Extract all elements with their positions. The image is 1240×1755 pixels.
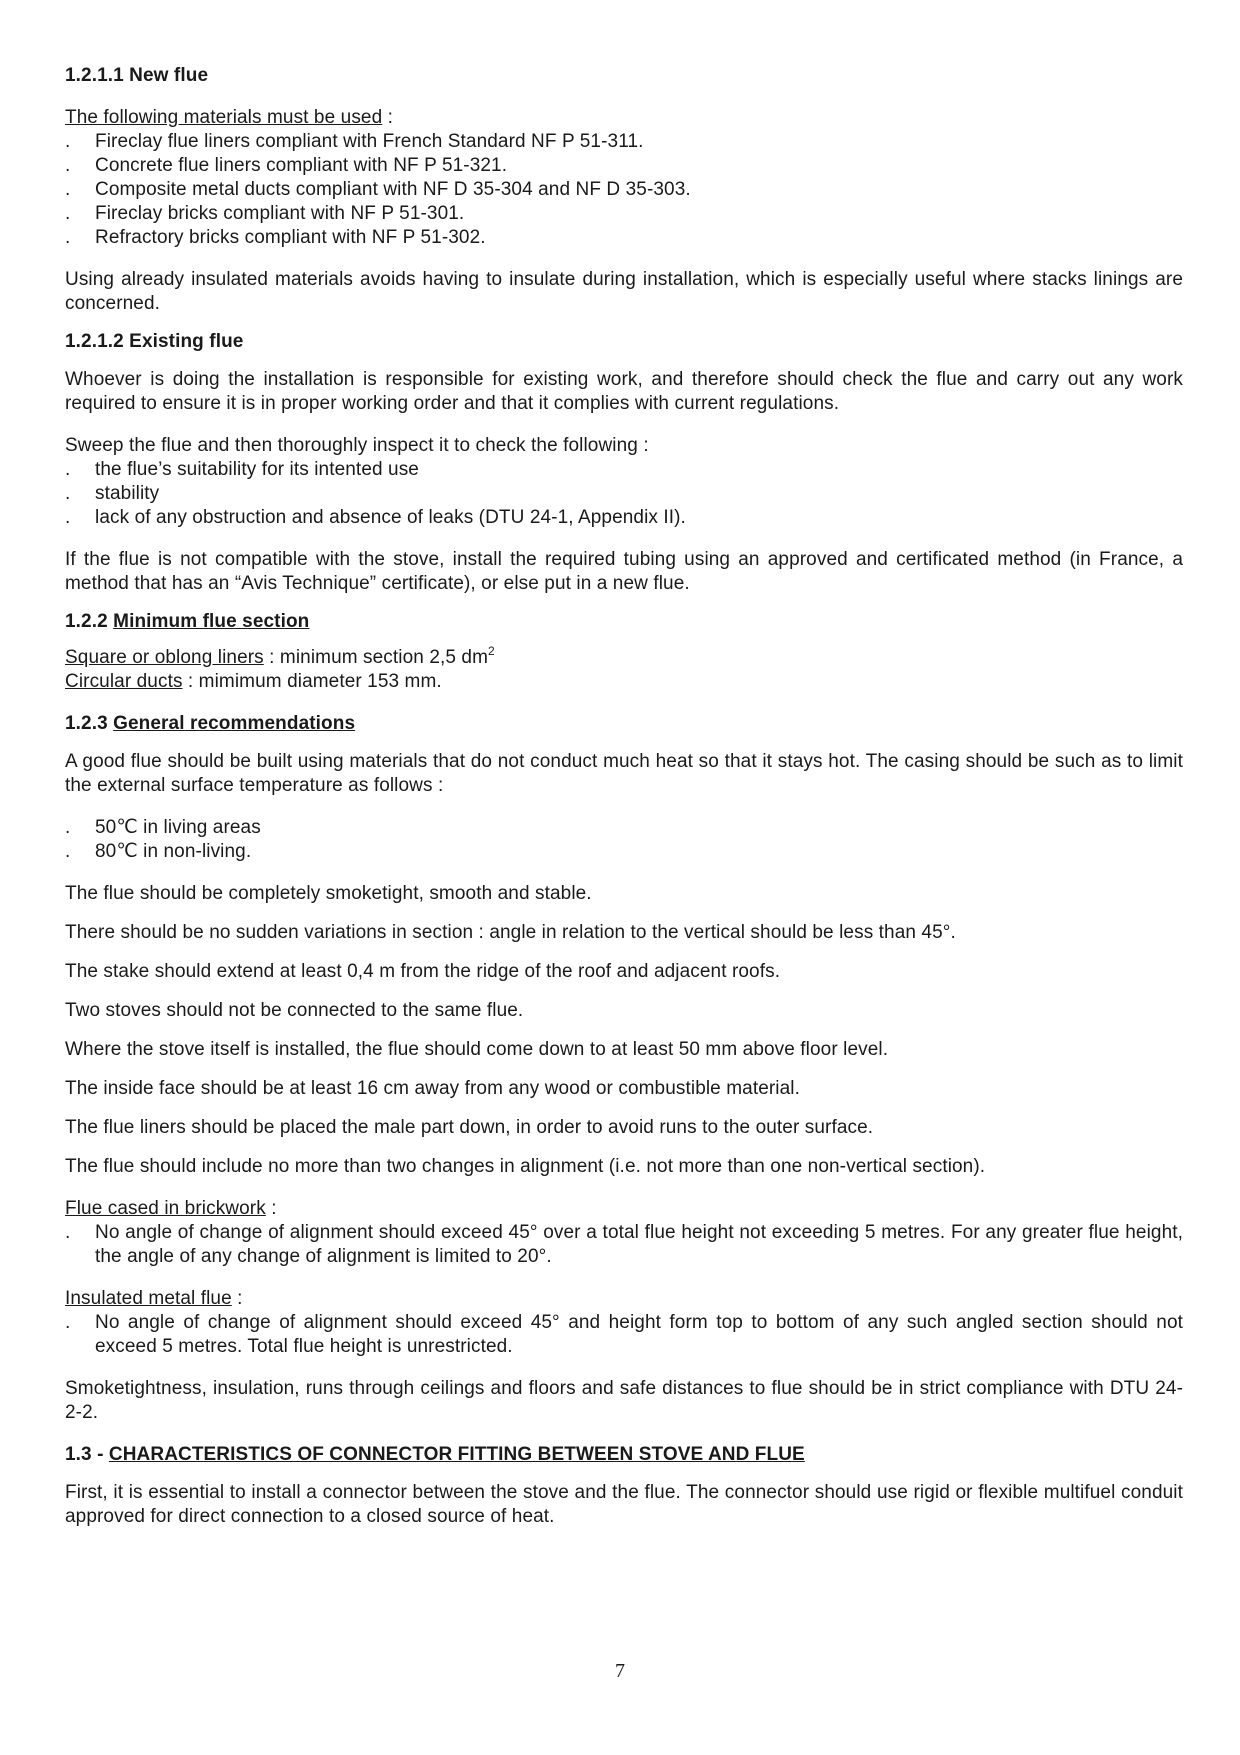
list-item: . Concrete flue liners compliant with NF P 51-321. — [65, 155, 508, 176]
recommendation-line: The stake should extend at least 0,4 m from the ridge of the roof and adjacent roofs. — [65, 961, 781, 982]
heading-minimum-flue-section: 1.2.2 Minimum flue section — [65, 611, 310, 632]
recommendation-line: Two stoves should not be connected to the same flue. — [65, 1000, 524, 1021]
brickwork-list — [65, 1221, 1183, 1269]
circular-ducts-line: Circular ducts : mimimum diameter 153 mm. — [65, 671, 442, 692]
heading-general-recommendations: 1.2.3 General recommendations — [65, 713, 356, 734]
materials-intro: The following materials must be used : — [65, 107, 394, 128]
list-item: . No angle of change of alignment should exceed 45° and height form top to bottom of any such angled section should not exceed 5 metres. Total flue height is unrestricted. — [65, 1312, 1183, 1357]
sweep-paragraph: Sweep the flue and then thoroughly inspect it to check the following : — [65, 435, 649, 456]
square-liners-line: Square or oblong liners : minimum section 2,5 $dm^2$ — [65, 644, 495, 668]
list-item: . No angle of change of alignment should exceed 45° over a total flue height not exceeding 5 metres. For any greater flue height, the angle of any change of alignment is limited to 20°. — [65, 1222, 1183, 1267]
brickwork-label: Flue cased in brickwork : — [65, 1198, 277, 1219]
document-page — [65, 64, 1183, 1529]
recommendation-line: The inside face should be at least 16 cm away from any wood or combustible material. — [65, 1078, 800, 1099]
list-item: . 50℃ in living areas — [65, 817, 261, 838]
recommendation-lines — [65, 882, 1183, 1179]
heading-connector-characteristics: 1.3 - CHARACTERISTICS OF CONNECTOR FITTING BETWEEN STOVE AND FLUE — [65, 1444, 805, 1465]
materials-list — [65, 130, 1183, 250]
recommendation-line: Where the stove itself is installed, the flue should come down to at least 50 mm above floor level. — [65, 1039, 889, 1060]
list-item: . 80℃ in non-living. — [65, 841, 252, 862]
good-flue-paragraph: A good flue should be built using materials that do not conduct much heat so that it stays hot. The casing should be such as to limit the external surface temperature as follows : — [65, 751, 1183, 796]
recommendation-line: The flue should be completely smoketight, smooth and stable. — [65, 883, 592, 904]
list-item: . Fireclay flue liners compliant with French Standard NF P 51-311. — [65, 131, 644, 152]
heading-new-flue: 1.2.1.1 New flue — [65, 65, 209, 86]
metal-flue-list — [65, 1311, 1183, 1359]
heading-existing-flue: 1.2.1.2 Existing flue — [65, 331, 244, 352]
recommendation-line: The flue should include no more than two changes in alignment (i.e. not more than one non-vertical section). — [65, 1156, 986, 1177]
recommendation-line: There should be no sudden variations in section : angle in relation to the vertical should be less than 45°. — [65, 922, 956, 943]
list-item: . stability — [65, 483, 160, 504]
recommendation-line: The flue liners should be placed the male part down, in order to avoid runs to the outer surface. — [65, 1117, 874, 1138]
list-item: . Fireclay bricks compliant with NF P 51-301. — [65, 203, 465, 224]
list-item: . Composite metal ducts compliant with NF D 35-304 and NF D 35-303. — [65, 179, 691, 200]
temperature-list — [65, 816, 1183, 864]
list-item: . lack of any obstruction and absence of leaks (DTU 24-1, Appendix II). — [65, 507, 686, 528]
compatibility-paragraph: If the flue is not compatible with the stove, install the required tubing using an approved and certificated method (in France, a method that has an “Avis Technique” certificate), or else put in a new flue. — [65, 549, 1183, 594]
metal-flue-label: Insulated metal flue : — [65, 1288, 243, 1309]
compliance-paragraph: Smoketightness, insulation, runs through ceilings and floors and safe distances to flue should be in strict compliance with DTU 24-2-2. — [65, 1378, 1183, 1423]
existing-flue-paragraph: Whoever is doing the installation is responsible for existing work, and therefore should check the flue and carry out any work required to ensure it is in proper working order and that it complies with current regulations. — [65, 369, 1183, 414]
inspection-list — [65, 458, 1183, 530]
insulated-materials-note: Using already insulated materials avoids having to insulate during installation, which is especially useful where stacks linings are concerned. — [65, 269, 1183, 314]
connector-paragraph: First, it is essential to install a connector between the stove and the flue. The connector should use rigid or flexible multifuel conduit approved for direct connection to a closed source of heat. — [65, 1482, 1183, 1527]
page-number: 7 — [615, 1660, 625, 1682]
list-item: . the flue’s suitability for its intented use — [65, 459, 419, 480]
list-item: . Refractory bricks compliant with NF P 51-302. — [65, 227, 486, 248]
